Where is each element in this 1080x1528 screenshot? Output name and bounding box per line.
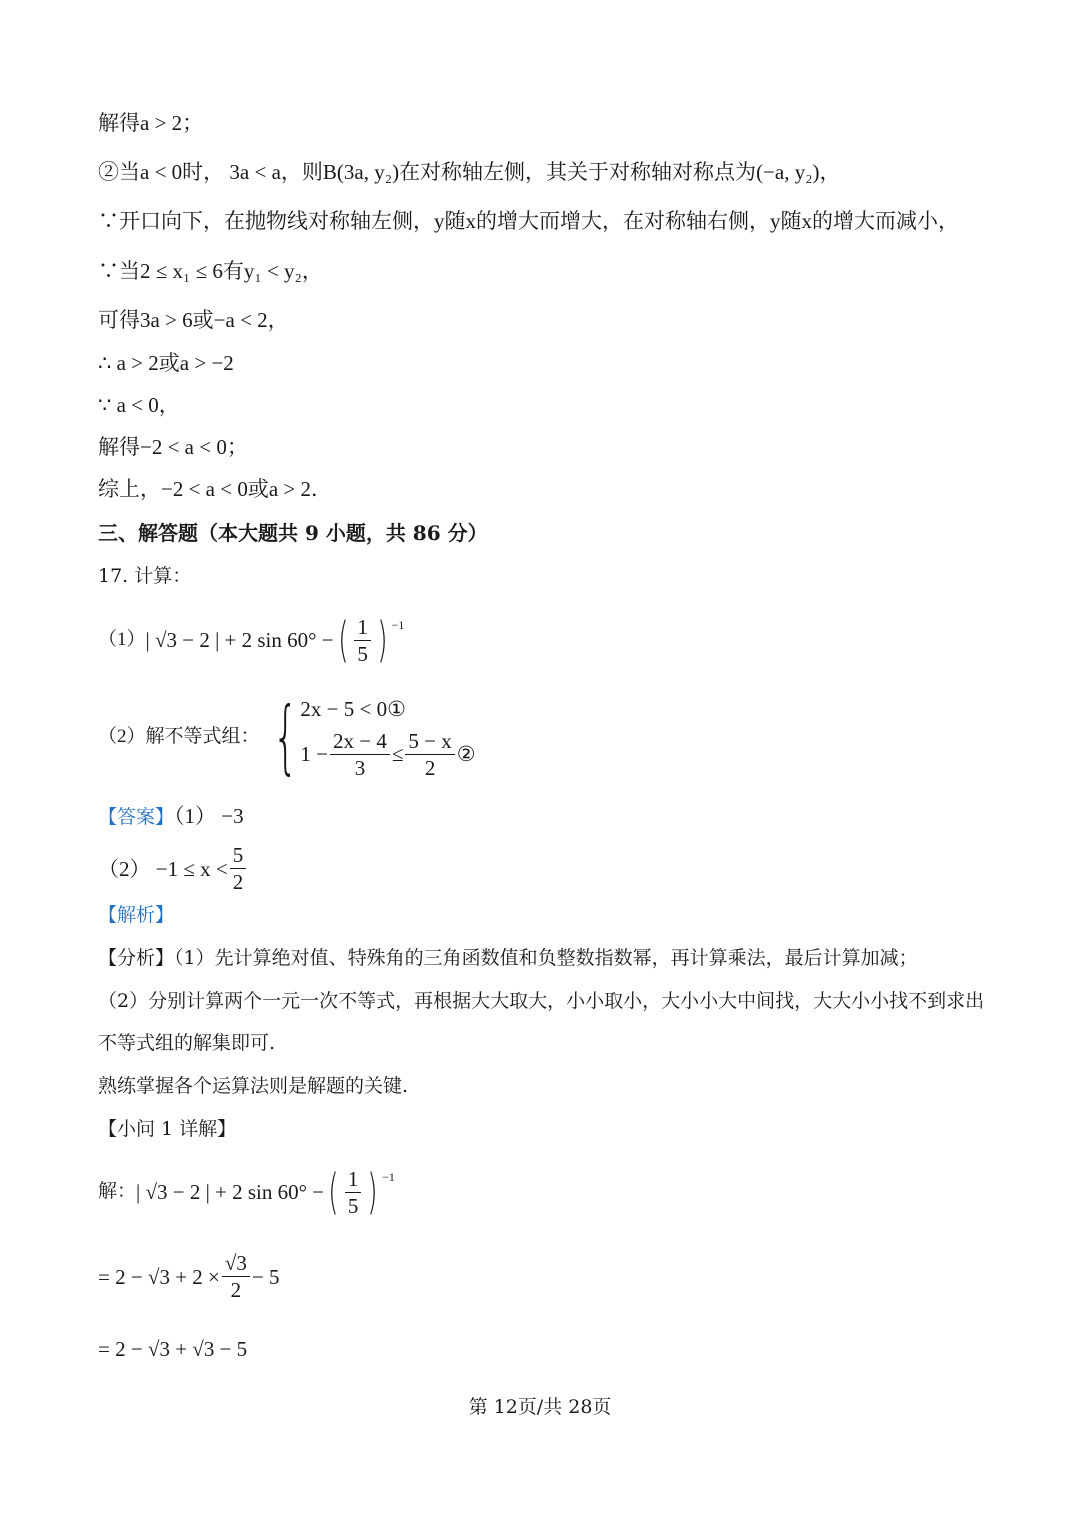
solution-line-4: ∵当2 ≤ x₁ ≤ 6有y₁ < y₂， xyxy=(98,259,323,283)
solution-line-5: 可得3a > 6或−a < 2， xyxy=(98,308,289,332)
ineq2-le: ≤ xyxy=(391,742,404,766)
solution-line-3: ∵开口向下，在抛物线对称轴左侧，y随x的增大而增大，在对称轴右侧，y随x的增大而减小， xyxy=(98,209,959,233)
inequality-2 xyxy=(300,726,475,782)
step1-b: − 5 xyxy=(251,1264,280,1289)
ineq2-lead: 1 − xyxy=(300,742,329,766)
analysis-fenxi-2b: 不等式组的解集即可. xyxy=(98,1032,276,1054)
sol-expr: | √3 − 2 | + 2 sin 60° − xyxy=(136,1180,325,1204)
inequality-system: { 2x − 5 < 0① 1 − $\frac{2x - 4}{3}$ ≤ $\frac{5 - x}{2}$ ② xyxy=(272,690,476,783)
page-footer: 第 12页/共 28页 xyxy=(468,1396,612,1418)
line2-cond: a < 0 xyxy=(140,160,183,184)
step1-a: = 2 − √3 + 2 × xyxy=(98,1264,220,1289)
answer-tag: 【答案】 xyxy=(98,807,175,828)
q17-p1-den: 5 xyxy=(357,641,368,666)
solution-expression xyxy=(98,1162,395,1222)
answer-2-den: 2 xyxy=(232,870,244,894)
answer-2-num: 5 xyxy=(230,842,247,869)
solution-line-6: ∴ a > 2或a > −2 xyxy=(98,351,234,375)
q17-p2-label: （2）解不等式组： xyxy=(98,726,260,747)
analysis-fenxi-2a: （2）分别计算两个一元一次不等式，再根据大大取大，小小取小，大小小大中间找，大大小小找不到求出 xyxy=(98,990,985,1012)
solution-line-1: 解得a > 2； xyxy=(98,111,204,135)
ineq2-den1: 3 xyxy=(354,755,366,780)
detail-tag: 【小问 1 详解】 xyxy=(98,1118,237,1140)
solution-step-1 xyxy=(98,1250,280,1303)
q17-p1-expr: | √3 − 2 | + 2 sin 60° − xyxy=(145,628,334,652)
line2-when: 时， xyxy=(182,160,225,184)
line2-prefix: ②当 xyxy=(98,160,140,184)
answer-line-1 xyxy=(98,803,244,831)
q17-p1-num: 1 xyxy=(354,614,371,641)
answer-1: （1） −3 xyxy=(174,804,244,828)
question-17-title: 17. 计算： xyxy=(98,565,192,587)
ineq2-num2: 5 − x xyxy=(405,728,454,755)
ineq2-mark: ② xyxy=(456,742,476,766)
question-17-part-1 xyxy=(98,610,404,670)
inequality-1: 2x − 5 < 0① xyxy=(300,697,406,721)
line2-mid: 在对称轴左侧，其关于对称轴对称点为 xyxy=(399,160,757,184)
solution-line-8: 解得−2 < a < 0； xyxy=(98,435,248,459)
q17-p1-paren: ( $\frac{1}{5}$ ) $^{-1}$ xyxy=(337,612,405,668)
ineq2-den2: 2 xyxy=(424,755,436,780)
solution-line-7: ∵ a < 0， xyxy=(98,393,180,417)
analysis-fenxi: 【分析】（1）先计算绝对值、特殊角的三角函数值和负整数指数幂，再计算乘法，最后计算加减； xyxy=(98,947,918,969)
analysis-tag: 【解析】 xyxy=(98,904,175,926)
step1-den: 2 xyxy=(230,1278,242,1302)
answer-line-2 xyxy=(98,842,248,895)
sol-prefix: 解： xyxy=(98,1181,137,1202)
question-17-part-2 xyxy=(98,692,476,782)
line2-then: ，则 xyxy=(280,160,323,184)
line2-end: ， xyxy=(819,160,841,184)
sol-paren: ( $\frac{1}{5}$ ) $^{-1}$ xyxy=(328,1164,395,1220)
q17-p1-label: （1） xyxy=(98,629,146,650)
line2-sym: (−a, y₂) xyxy=(756,160,820,184)
solution-line-9: 综上，−2 < a < 0或a > 2． xyxy=(98,477,333,501)
section-title: 三、解答题（本大题共 9 小题，共 86 分） xyxy=(98,521,488,545)
analysis-key: 熟练掌握各个运算法则是解题的关键. xyxy=(98,1075,409,1097)
line2-ineq: 3a < a xyxy=(229,160,281,184)
solution-step-2: = 2 − √3 + √3 − 5 xyxy=(98,1337,248,1361)
sol-num: 1 xyxy=(345,1166,362,1193)
sol-exp: −1 xyxy=(382,1170,395,1184)
sol-den: 5 xyxy=(347,1193,359,1218)
step1-num: √3 xyxy=(222,1250,250,1277)
ineq2-num1: 2x − 4 xyxy=(330,728,390,755)
line2-point: B(3a, y₂) xyxy=(322,160,400,184)
q17-p1-exp: −1 xyxy=(391,618,405,632)
answer-2-label: （2） −1 ≤ x < xyxy=(98,856,228,881)
solution-line-2 xyxy=(98,159,841,185)
